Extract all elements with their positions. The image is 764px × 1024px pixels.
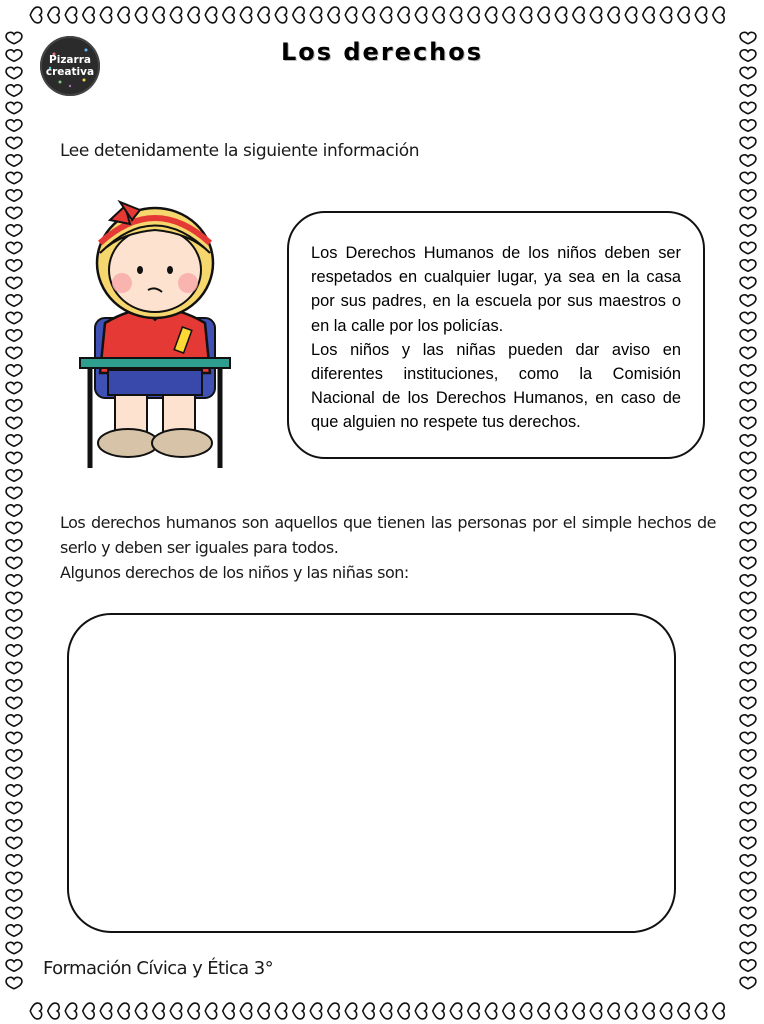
heart-icon xyxy=(740,750,756,761)
page-title: Los derechos xyxy=(280,38,484,66)
heart-icon xyxy=(590,1003,601,1019)
heart-icon xyxy=(740,225,756,236)
heart-icon xyxy=(6,715,22,726)
heart-icon xyxy=(48,1003,59,1019)
heart-icon xyxy=(380,1003,391,1019)
heart-icon xyxy=(205,7,216,23)
heart-icon xyxy=(6,277,22,288)
heart-icon xyxy=(6,67,22,78)
heart-icon xyxy=(538,7,549,23)
heart-icon xyxy=(328,7,339,23)
heart-icon xyxy=(713,1003,724,1019)
heart-icon xyxy=(740,837,756,848)
heart-icon xyxy=(740,470,756,481)
heart-icon xyxy=(188,7,199,23)
heart-icon xyxy=(258,7,269,23)
heart-icon xyxy=(740,155,756,166)
heart-icon xyxy=(740,645,756,656)
heart-icon xyxy=(6,680,22,691)
heart-icon xyxy=(740,872,756,883)
heart-icon xyxy=(6,627,22,638)
heart-icon xyxy=(660,7,671,23)
heart-icon xyxy=(433,7,444,23)
heart-icon xyxy=(6,907,22,918)
heart-icon xyxy=(223,1003,234,1019)
heart-icon xyxy=(6,837,22,848)
heart-icon xyxy=(520,7,531,23)
girl-at-desk-illustration xyxy=(70,198,240,473)
heart-icon xyxy=(153,7,164,23)
heart-icon xyxy=(590,7,601,23)
heart-icon xyxy=(573,1003,584,1019)
heart-icon xyxy=(6,295,22,306)
heart-icon xyxy=(293,7,304,23)
heart-icon xyxy=(6,260,22,271)
heart-icon xyxy=(740,592,756,603)
heart-icon xyxy=(740,417,756,428)
heart-icon xyxy=(83,1003,94,1019)
heart-icon xyxy=(740,802,756,813)
heart-icon xyxy=(608,7,619,23)
instruction-text: Lee detenidamente la siguiente información xyxy=(60,141,420,161)
body-paragraph-1: Los derechos humanos son aquellos que tienen las personas por el simple hechos de serlo y deben ser iguales para todos. xyxy=(60,513,716,557)
heart-icon xyxy=(740,365,756,376)
heart-icon xyxy=(6,610,22,621)
heart-icon xyxy=(740,785,756,796)
heart-icon xyxy=(6,522,22,533)
logo-line1: Pizarra xyxy=(49,54,91,66)
heart-icon xyxy=(503,7,514,23)
heart-icon xyxy=(660,1003,671,1019)
heart-icon xyxy=(450,7,461,23)
heart-icon xyxy=(538,1003,549,1019)
heart-icon xyxy=(740,85,756,96)
heart-icon xyxy=(485,7,496,23)
heart-icon xyxy=(6,505,22,516)
heart-icon xyxy=(30,1003,41,1019)
heart-icon xyxy=(468,1003,479,1019)
heart-icon xyxy=(573,7,584,23)
heart-icon xyxy=(740,277,756,288)
heart-icon xyxy=(608,1003,619,1019)
heart-icon xyxy=(740,890,756,901)
heart-icon xyxy=(6,172,22,183)
heart-icon xyxy=(740,190,756,201)
heart-icon xyxy=(6,767,22,778)
heart-icon xyxy=(363,1003,374,1019)
logo-line2: creativa xyxy=(45,66,95,78)
heart-icon xyxy=(310,7,321,23)
heart-icon xyxy=(6,977,22,988)
heart-icon xyxy=(740,120,756,131)
heart-icon xyxy=(740,522,756,533)
heart-icon xyxy=(205,1003,216,1019)
heart-icon xyxy=(170,7,181,23)
heart-icon xyxy=(83,7,94,23)
heart-icon xyxy=(740,382,756,393)
heart-icon xyxy=(310,1003,321,1019)
heart-icon xyxy=(740,627,756,638)
heart-icon xyxy=(65,7,76,23)
heart-icon xyxy=(740,505,756,516)
heart-icon xyxy=(740,452,756,463)
heart-icon xyxy=(520,1003,531,1019)
heart-icon xyxy=(48,7,59,23)
heart-icon xyxy=(740,925,756,936)
heart-icon xyxy=(398,1003,409,1019)
heart-icon xyxy=(6,400,22,411)
subject-footer: Formación Cívica y Ética 3° xyxy=(43,958,273,979)
heart-icon xyxy=(740,855,756,866)
heart-icon xyxy=(275,7,286,23)
heart-icon xyxy=(6,732,22,743)
heart-icon xyxy=(240,7,251,23)
heart-icon xyxy=(740,295,756,306)
answer-box[interactable] xyxy=(67,613,676,933)
heart-icon xyxy=(6,890,22,901)
heart-icon xyxy=(100,1003,111,1019)
heart-icon xyxy=(328,1003,339,1019)
heart-icon xyxy=(153,1003,164,1019)
heart-icon xyxy=(740,942,756,953)
heart-icon xyxy=(100,7,111,23)
heart-icon xyxy=(740,330,756,341)
heart-icon xyxy=(740,207,756,218)
heart-icon xyxy=(485,1003,496,1019)
heart-icon xyxy=(6,242,22,253)
heart-icon xyxy=(135,1003,146,1019)
heart-icon xyxy=(6,575,22,586)
heart-icon xyxy=(643,1003,654,1019)
heart-icon xyxy=(6,662,22,673)
heart-icon xyxy=(625,1003,636,1019)
heart-icon xyxy=(740,820,756,831)
rights-info-box xyxy=(287,211,705,459)
heart-icon xyxy=(740,435,756,446)
heart-icon xyxy=(6,347,22,358)
heart-icon xyxy=(6,697,22,708)
heart-icon xyxy=(363,7,374,23)
heart-icon xyxy=(6,872,22,883)
heart-icon xyxy=(275,1003,286,1019)
heart-icon xyxy=(6,750,22,761)
heart-icon xyxy=(6,365,22,376)
heart-icon xyxy=(6,470,22,481)
heart-icon xyxy=(135,7,146,23)
heart-icon xyxy=(6,820,22,831)
heart-icon xyxy=(433,1003,444,1019)
heart-icon xyxy=(6,925,22,936)
info-paragraph-2: Los niños y las niñas pueden dar aviso en diferentes instituciones, como la Comisión Nacional de los Derechos Humanos, en caso de que alguien no respete tus derechos. xyxy=(311,340,681,432)
heart-icon xyxy=(6,592,22,603)
heart-icon xyxy=(240,1003,251,1019)
heart-icon xyxy=(740,767,756,778)
heart-icon xyxy=(6,540,22,551)
heart-icon xyxy=(740,977,756,988)
heart-icon xyxy=(380,7,391,23)
heart-icon xyxy=(740,487,756,498)
heart-icon xyxy=(6,190,22,201)
heart-icon xyxy=(6,645,22,656)
heart-icon xyxy=(740,172,756,183)
heart-icon xyxy=(6,85,22,96)
heart-icon xyxy=(695,7,706,23)
heart-icon xyxy=(740,960,756,971)
heart-icon xyxy=(555,7,566,23)
heart-icon xyxy=(740,575,756,586)
heart-icon xyxy=(118,7,129,23)
heart-icon xyxy=(65,1003,76,1019)
heart-icon xyxy=(740,907,756,918)
heart-icon xyxy=(740,67,756,78)
heart-icon xyxy=(740,102,756,113)
heart-icon xyxy=(6,557,22,568)
heart-icon xyxy=(678,7,689,23)
heart-icon xyxy=(6,330,22,341)
heart-icon xyxy=(695,1003,706,1019)
heart-icon xyxy=(740,557,756,568)
heart-icon xyxy=(345,1003,356,1019)
heart-icon xyxy=(678,1003,689,1019)
heart-icon xyxy=(398,7,409,23)
heart-icon xyxy=(503,1003,514,1019)
heart-icon xyxy=(740,347,756,358)
heart-icon xyxy=(625,7,636,23)
heart-icon xyxy=(6,382,22,393)
body-paragraph-2: Algunos derechos de los niños y las niñas son: xyxy=(60,563,409,582)
heart-icon xyxy=(6,942,22,953)
heart-icon xyxy=(415,7,426,23)
heart-icon xyxy=(6,785,22,796)
heart-icon xyxy=(6,225,22,236)
info-paragraph-1: Los Derechos Humanos de los niños deben ser respetados en cualquier lugar, ya sea en la casa por sus padres, en la escuela por sus maestros o en la calle por los policías. xyxy=(311,244,681,335)
heart-icon xyxy=(258,1003,269,1019)
heart-icon xyxy=(555,1003,566,1019)
heart-icon xyxy=(6,487,22,498)
heart-icon xyxy=(740,540,756,551)
heart-icon xyxy=(223,7,234,23)
heart-icon xyxy=(6,312,22,323)
heart-icon xyxy=(6,417,22,428)
heart-icon xyxy=(740,715,756,726)
heart-icon xyxy=(740,732,756,743)
heart-icon xyxy=(6,960,22,971)
body-text xyxy=(60,510,716,585)
heart-icon xyxy=(450,1003,461,1019)
heart-icon xyxy=(6,102,22,113)
heart-icon xyxy=(6,452,22,463)
heart-icon xyxy=(293,1003,304,1019)
heart-icon xyxy=(740,242,756,253)
heart-icon xyxy=(188,1003,199,1019)
heart-icon xyxy=(345,7,356,23)
heart-icon xyxy=(6,120,22,131)
heart-icon xyxy=(740,260,756,271)
heart-icon xyxy=(6,207,22,218)
heart-icon xyxy=(713,7,724,23)
heart-icon xyxy=(6,435,22,446)
heart-icon xyxy=(740,400,756,411)
heart-icon xyxy=(468,7,479,23)
heart-icon xyxy=(118,1003,129,1019)
heart-icon xyxy=(6,137,22,148)
heart-icon xyxy=(740,697,756,708)
heart-icon xyxy=(643,7,654,23)
heart-icon xyxy=(6,155,22,166)
heart-icon xyxy=(6,855,22,866)
heart-icon xyxy=(740,137,756,148)
heart-icon xyxy=(740,610,756,621)
heart-icon xyxy=(415,1003,426,1019)
heart-icon xyxy=(740,662,756,673)
heart-icon xyxy=(6,802,22,813)
heart-icon xyxy=(740,680,756,691)
heart-icon xyxy=(30,7,41,23)
heart-icon xyxy=(170,1003,181,1019)
heart-icon xyxy=(740,312,756,323)
